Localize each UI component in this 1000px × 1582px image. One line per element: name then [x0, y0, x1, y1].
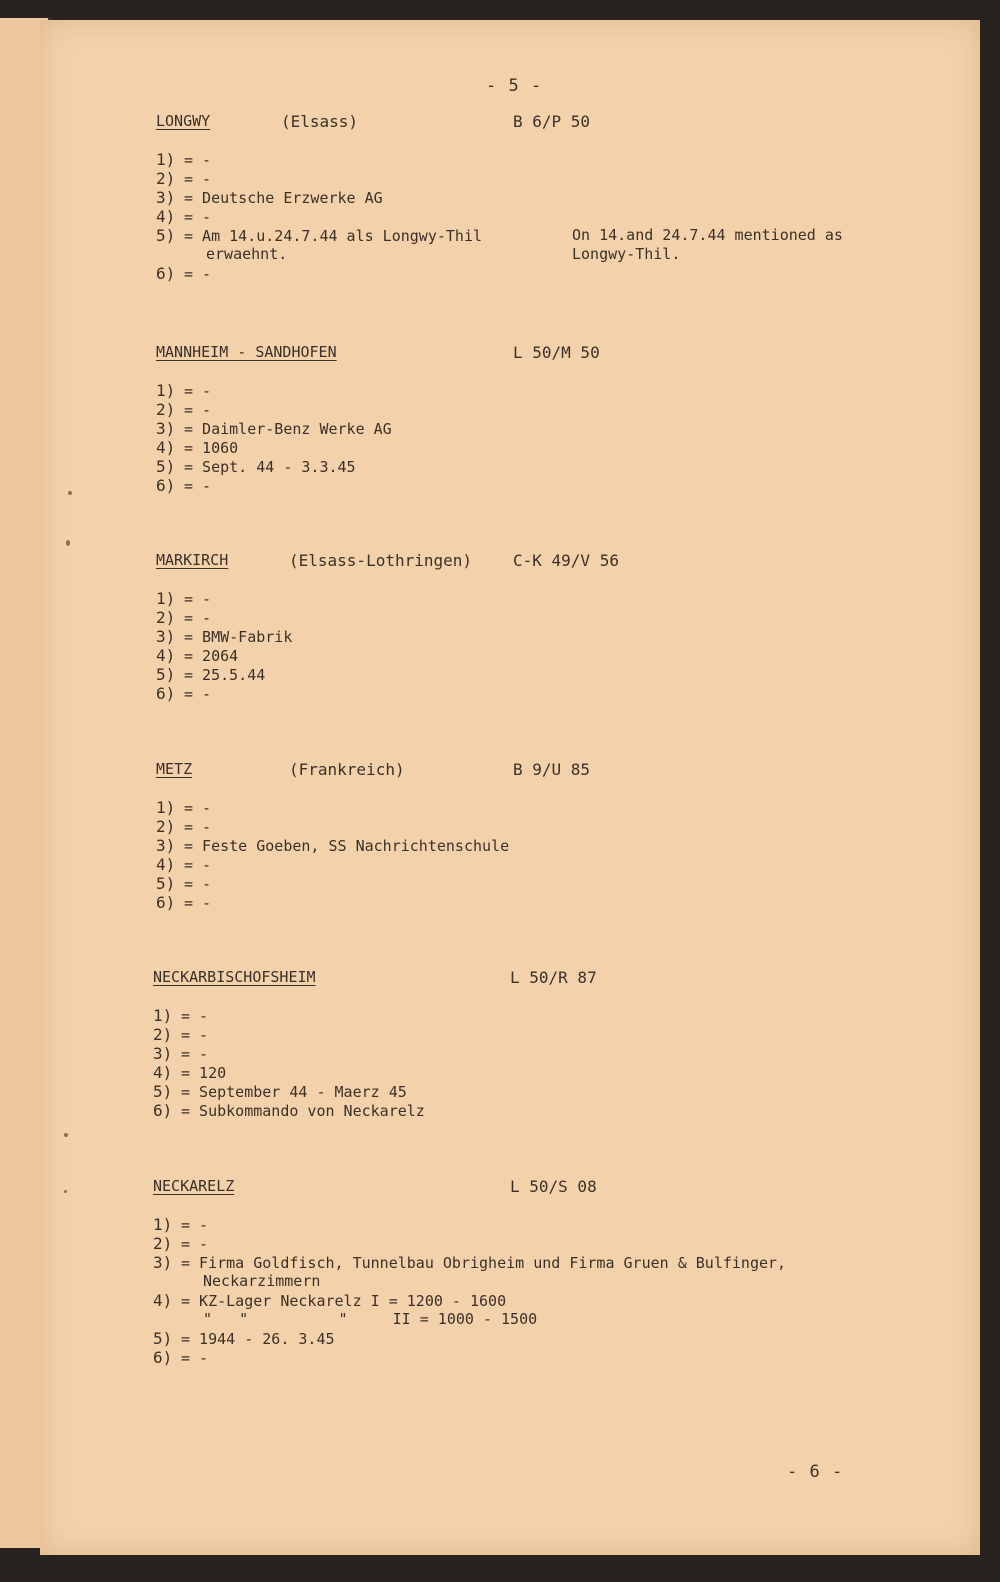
list-item: 3) = BMW-Fabrik: [156, 627, 293, 646]
list-item: 5) = September 44 - Maerz 45: [153, 1082, 407, 1101]
list-item-continuation: Neckarzimmern: [203, 1272, 321, 1290]
list-item: 6) = -: [156, 476, 212, 495]
list-item: 4) = KZ-Lager Neckarelz I = 1200 - 1600: [153, 1291, 507, 1310]
list-item: 5) = Am 14.u.24.7.44 als Longwy-Thil On 14.and 24.7.44 mentioned as Longwy-Thil.: [156, 226, 916, 245]
page-number-top: - 5 -: [486, 76, 543, 96]
list-item: 4) = 2064: [156, 646, 239, 665]
place-name: MANNHEIM - SANDHOFEN: [156, 343, 337, 361]
list-item: 3) = -: [153, 1044, 209, 1063]
list-item: 2) = -: [153, 1234, 209, 1253]
list-item: 5) = Sept. 44 - 3.3.45: [156, 457, 356, 476]
place-name: MARKIRCH: [156, 551, 229, 569]
list-item: 6) = -: [156, 684, 212, 703]
map-coordinates: L 50/M 50: [513, 343, 600, 362]
paper-speck: [66, 540, 70, 546]
list-item: 1) = -: [153, 1006, 209, 1025]
list-item: 1) = -: [156, 589, 212, 608]
list-item: 5) = 1944 - 26. 3.45: [153, 1329, 335, 1348]
entry-longwy: [156, 112, 916, 283]
entry-mannheim-sandhofen: [156, 343, 916, 495]
paper-speck: [68, 491, 72, 495]
list-item: 5) = 25.5.44: [156, 665, 266, 684]
page-number-bottom: - 6 -: [787, 1462, 844, 1482]
list-item: 6) = -: [153, 1348, 209, 1367]
entry-markirch: [156, 551, 916, 703]
list-item: 6) = -: [156, 893, 212, 912]
place-name: NECKARELZ: [153, 1177, 235, 1195]
entry-neckarbischofsheim: [153, 968, 913, 1120]
list-item: 2) = -: [156, 608, 212, 627]
list-item: 5) = -: [156, 874, 212, 893]
region: (Elsass-Lothringen): [289, 551, 473, 570]
region: (Elsass): [281, 112, 359, 131]
list-item: 2) = -: [156, 817, 212, 836]
entry-metz: [156, 760, 916, 912]
map-coordinates: B 9/U 85: [513, 760, 591, 779]
list-item: 1) = -: [156, 150, 212, 169]
list-item: 4) = -: [156, 855, 212, 874]
list-item: 2) = -: [156, 169, 212, 188]
place-name: METZ: [156, 760, 193, 778]
list-item: 6) = Subkommando von Neckarelz: [153, 1101, 425, 1120]
place-name: LONGWY: [156, 112, 211, 130]
map-coordinates: B 6/P 50: [513, 112, 591, 131]
list-item: 3) = Deutsche Erzwerke AG: [156, 188, 383, 207]
list-item-continuation: erwaehnt.: [206, 245, 288, 263]
list-item: 1) = -: [156, 798, 212, 817]
list-item: 3) = Daimler-Benz Werke AG: [156, 419, 392, 438]
paper-speck: [64, 1133, 68, 1137]
place-name: NECKARBISCHOFSHEIM: [153, 968, 316, 986]
map-coordinates: C-K 49/V 56: [513, 551, 619, 570]
list-item: 2) = -: [153, 1025, 209, 1044]
english-translation-note: On 14.and 24.7.44 mentioned as Longwy-Thil.: [572, 226, 843, 263]
list-item: 4) = 120: [153, 1063, 227, 1082]
list-item: 4) = 1060: [156, 438, 239, 457]
list-item: 3) = Firma Goldfisch, Tunnelbau Obrigheim und Firma Gruen & Bulfinger,: [153, 1253, 787, 1272]
paper-speck: [64, 1190, 67, 1193]
map-coordinates: L 50/S 08: [510, 1177, 597, 1196]
list-item: 1) = -: [156, 381, 212, 400]
list-item: 2) = -: [156, 400, 212, 419]
list-item: 1) = -: [153, 1215, 209, 1234]
map-coordinates: L 50/R 87: [510, 968, 597, 987]
region: (Frankreich): [289, 760, 405, 779]
list-item: 3) = Feste Goeben, SS Nachrichtenschule: [156, 836, 510, 855]
entry-neckarelz: [153, 1177, 913, 1367]
list-item: 6) = -: [156, 264, 212, 283]
list-item-continuation: " " " II = 1000 - 1500: [203, 1310, 538, 1328]
list-item: 4) = -: [156, 207, 212, 226]
